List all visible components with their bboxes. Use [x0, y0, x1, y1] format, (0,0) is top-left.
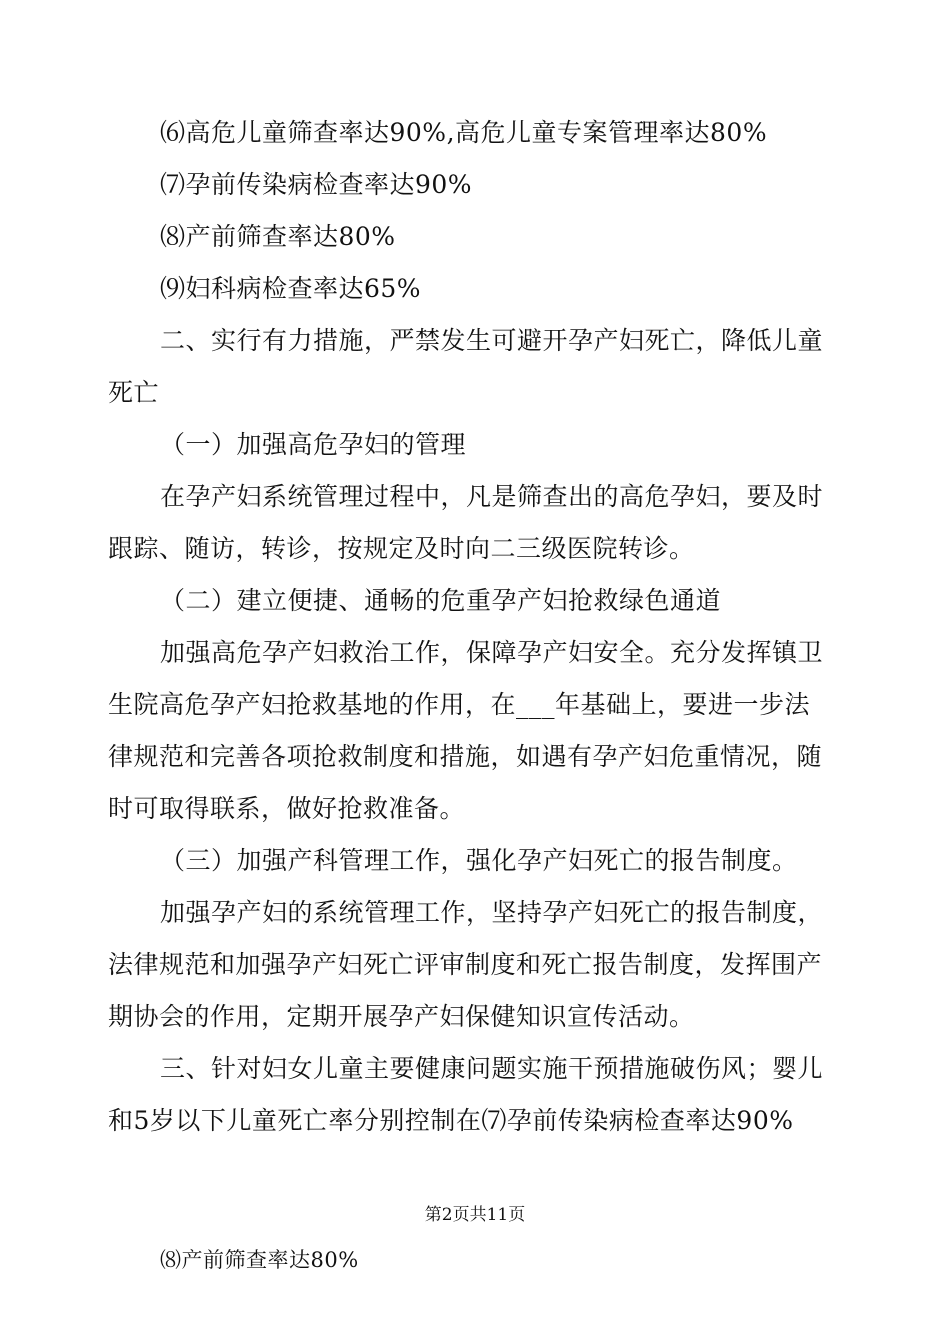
list-item: ⑼妇科病检查率达65% — [160, 274, 422, 303]
paragraph-line: 跟踪、随访，转诊，按规定及时向二三级医院转诊。 — [108, 534, 695, 563]
subsection-heading: （一）加强高危孕妇的管理 — [160, 430, 467, 459]
subsection-heading: （三）加强产科管理工作，强化孕产妇死亡的报告制度。 — [160, 846, 798, 875]
paragraph-line: 加强高危孕产妇救治工作，保障孕产妇安全。充分发挥镇卫 — [160, 638, 824, 667]
paragraph-line: 和5岁以下儿童死亡率分别控制在⑺孕前传染病检查率达90% — [108, 1106, 794, 1135]
paragraph-line: 律规范和完善各项抢救制度和措施，如遇有孕产妇危重情况，随 — [108, 742, 823, 771]
paragraph-line: 时可取得联系，做好抢救准备。 — [108, 794, 466, 823]
subsection-heading: （二）建立便捷、通畅的危重孕产妇抢救绿色通道 — [160, 586, 722, 615]
section-heading: 三、针对妇女儿童主要健康问题实施干预措施破伤风；婴儿 — [160, 1054, 824, 1083]
paragraph-line: 生院高危孕产妇抢救基地的作用，在___年基础上，要进一步法 — [108, 690, 811, 719]
paragraph-line: 期协会的作用，定期开展孕产妇保健知识宣传活动。 — [108, 1002, 695, 1031]
paragraph-line: 法律规范和加强孕产妇死亡评审制度和死亡报告制度，发挥围产 — [108, 950, 823, 979]
list-item: ⑻产前筛查率达80% — [160, 1248, 359, 1272]
section-heading: 二、实行有力措施，严禁发生可避开孕产妇死亡，降低儿童 — [160, 326, 824, 355]
paragraph-line: 加强孕产妇的系统管理工作，坚持孕产妇死亡的报告制度， — [160, 898, 824, 927]
section-heading-continued: 死亡 — [108, 378, 160, 407]
list-item: ⑺孕前传染病检查率达90% — [160, 170, 473, 199]
paragraph-line: 在孕产妇系统管理过程中，凡是筛查出的高危孕妇，要及时 — [160, 482, 824, 511]
page-footer: 第2页共11页 — [424, 1205, 526, 1225]
list-item: ⑻产前筛查率达80% — [160, 222, 396, 251]
list-item: ⑹高危儿童筛查率达90%,高危儿童专案管理率达80% — [160, 118, 768, 147]
